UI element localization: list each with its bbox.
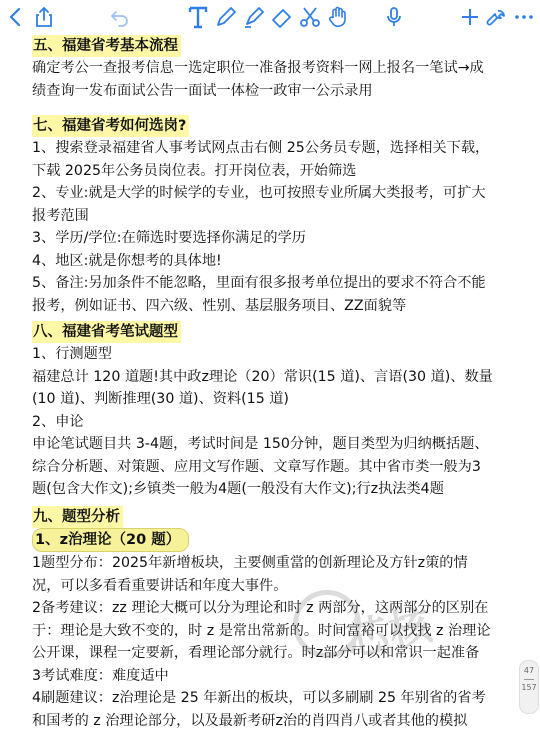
more-icon[interactable]: [512, 5, 536, 29]
section-process: [32, 35, 502, 102]
text-line: 于：理论是大致不变的，时 z 是常出常新的。时间富裕可以找找 z 治理论: [32, 620, 502, 643]
microphone-icon[interactable]: [382, 5, 406, 29]
text-line: 况，可以多看看重要讲话和年度大事件。: [32, 575, 502, 598]
text-line: 下载 2025年公务员岗位表。打开岗位表，开始筛选: [32, 160, 502, 183]
section-heading: 八、福建省考笔试题型: [32, 321, 181, 343]
toolbar: [0, 0, 540, 34]
text-line: 申论笔试题目共 3-4题，考试时间是 150分钟，题目类型为归纳概括题、: [32, 433, 502, 456]
page-total: 157: [521, 683, 536, 692]
watermark-text: 芯核: [340, 592, 439, 669]
text-line: 2、申论: [32, 411, 502, 434]
text-tool-icon[interactable]: [186, 5, 210, 29]
text-line: 2、专业:就是大学的时候学的专业，也可按照专业所属大类报考，可扩大: [32, 182, 502, 205]
scissors-icon[interactable]: [298, 5, 322, 29]
text-line: 3考试难度：难度适中: [32, 665, 502, 688]
add-icon[interactable]: [458, 5, 482, 29]
text-line: 绩查询一发布面试公告一面试一体检一政审一公示录用: [32, 80, 502, 103]
text-line: 4刷题建议：z治理论是 25 年新出的板块，可以多刷刷 25 年别省的省考: [32, 687, 502, 710]
section-choose-position: [32, 115, 502, 317]
share-icon[interactable]: [32, 5, 56, 29]
page-current: 47: [520, 665, 538, 677]
chevron-left-icon[interactable]: [4, 5, 28, 29]
text-line: 4、地区:就是你想考的具体地!: [32, 250, 502, 273]
highlighter-icon[interactable]: [242, 5, 266, 29]
text-line: 1、行测题型: [32, 343, 502, 366]
text-line: 题(包含大作文);乡镇类一般为4题(一般没有大作文);行z执法类4题: [32, 478, 502, 501]
text-line: (10 道)、判断推理(30 道)、资料(15 道): [32, 388, 502, 411]
section-heading: 五、福建省考基本流程: [32, 35, 181, 57]
wrench-icon[interactable]: [484, 5, 508, 29]
text-line: 1、搜索登录福建省人事考试网点击右侧 25公务员专题，选择相关下载，: [32, 137, 502, 160]
text-line: 1题型分布：2025年新增板块，主要侧重當的创新理论及方针z策的情: [32, 552, 502, 575]
section-exam-types: [32, 321, 502, 501]
page-indicator[interactable]: [519, 660, 539, 714]
note-page: [0, 34, 540, 720]
text-line: 综合分析题、对策题、应用文写作题、文章写作题。其中省市类一般为3: [32, 456, 502, 479]
text-line: 报考，例如证书、四六级、性别、基层服务项目、ZZ面貌等: [32, 295, 502, 318]
hand-icon[interactable]: [326, 5, 350, 29]
text-line: 确定考公一查报考信息一选定职位一准备报考资料一网上报名一笔试→成: [32, 57, 502, 80]
text-line: 公开课，课程一定要新，看理论部分就行。时z部分可以和常识一起准备: [32, 642, 502, 665]
text-line: 福建总计 120 道题!其中政z理论（20）常识(15 道)、言语(30 道)、数量: [32, 366, 502, 389]
section-heading: 九、题型分析: [32, 506, 123, 528]
undo-icon[interactable]: [108, 5, 132, 29]
section-analysis: [32, 506, 502, 732]
text-line: 2备考建议：zz 理论大概可以分为理论和时 z 两部分，这两部分的区别在: [32, 597, 502, 620]
pen-icon[interactable]: [214, 5, 238, 29]
text-line: 报考范围: [32, 205, 502, 228]
section-heading: 七、福建省考如何选岗?: [32, 115, 189, 137]
text-line: 和国考的 z 治理论部分，以及最新考研z治的肖四肖八或者其他的模拟: [32, 710, 502, 732]
subsection-heading: 1、z治理论（20 题）: [32, 528, 189, 552]
text-line: 3、学历/学位:在筛选时要选择你满足的学历: [32, 227, 502, 250]
page-divider: [524, 679, 534, 680]
eraser-icon[interactable]: [270, 5, 294, 29]
text-line: 5、备注:另加条件不能忽略，里面有很多报考单位提出的要求不符合不能: [32, 272, 502, 295]
